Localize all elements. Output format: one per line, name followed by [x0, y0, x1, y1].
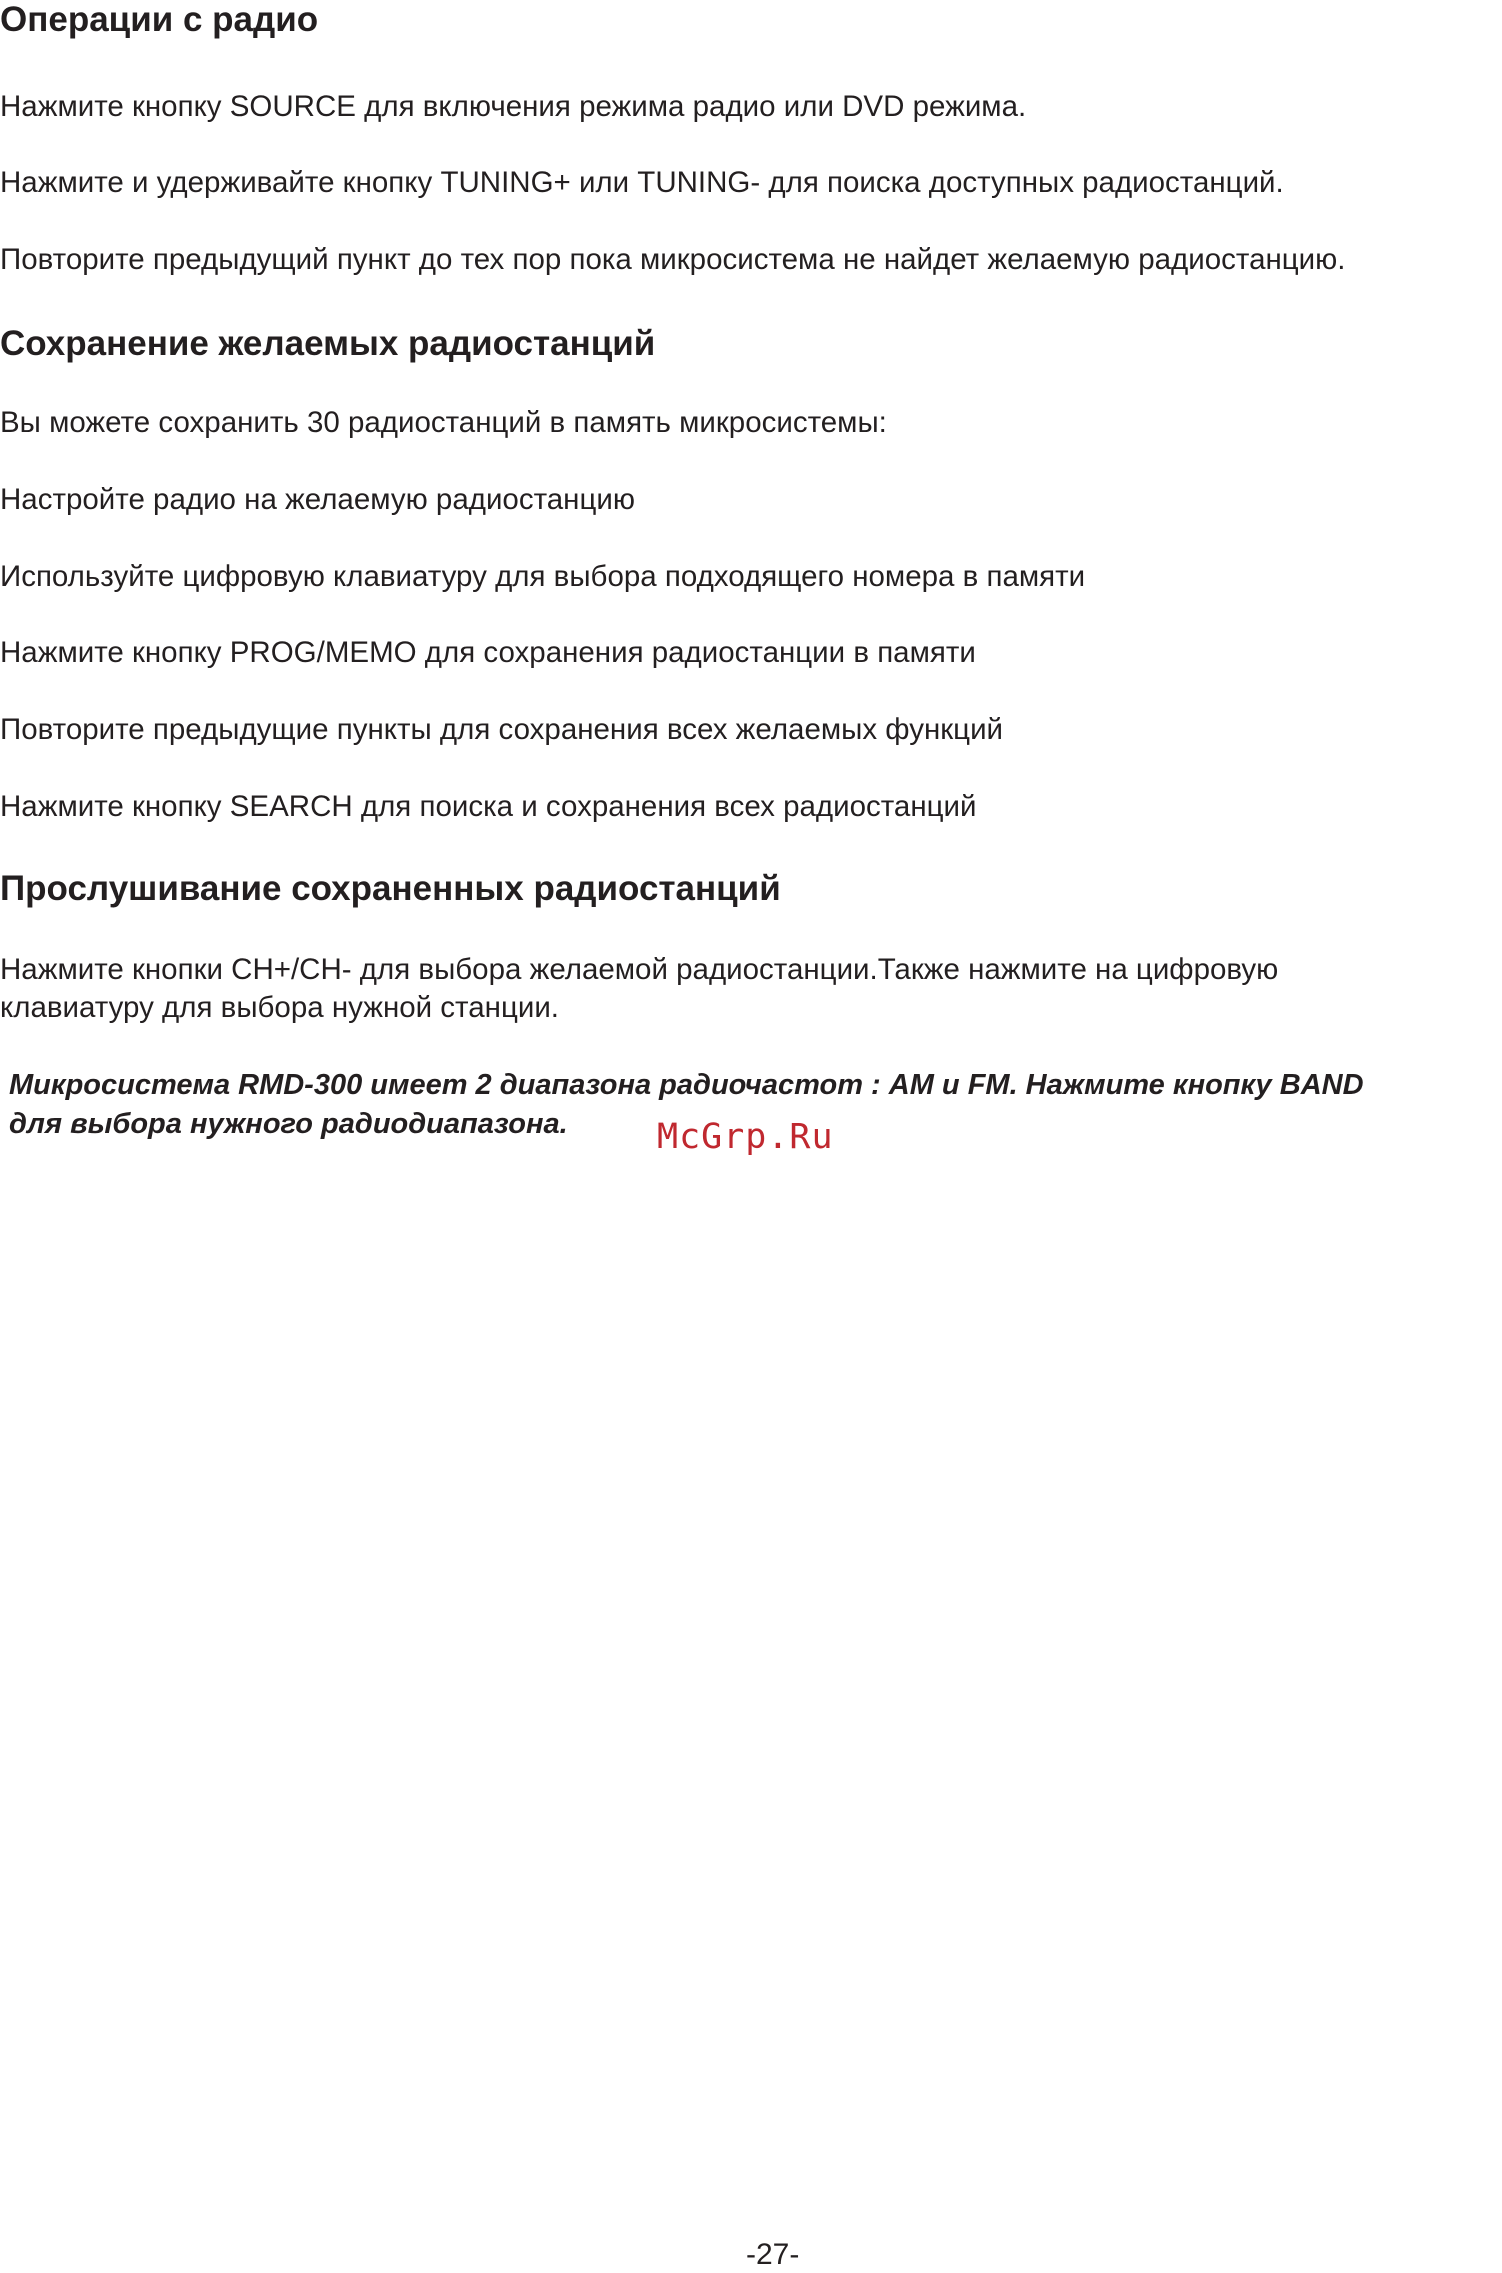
paragraph-search-button: Нажмите кнопку SEARCH для поиска и сохранения всех радиостанций	[0, 790, 977, 823]
page-number: -27-	[746, 2238, 800, 2271]
section-heading-listen-saved: Прослушивание сохраненных радиостанций	[0, 869, 781, 908]
paragraph-tuning-buttons: Нажмите и удерживайте кнопку TUNING+ или TUNING- для поиска доступных радиостанций.	[0, 166, 1284, 199]
paragraph-save-30-stations: Вы можете сохранить 30 радиостанций в память микросистемы:	[0, 406, 887, 439]
paragraph-ch-buttons-line2: клавиатуру для выбора нужной станции.	[0, 991, 559, 1024]
band-note-line2: для выбора нужного радиодиапазона.	[9, 1108, 568, 1140]
paragraph-tune-radio: Настройте радио на желаемую радиостанцию	[0, 483, 635, 516]
section-heading-radio-operations: Операции с радио	[0, 0, 319, 39]
paragraph-prog-memo: Нажмите кнопку PROG/MEMO для сохранения радиостанции в памяти	[0, 636, 976, 669]
section-heading-save-stations: Сохранение желаемых радиостанций	[0, 324, 656, 363]
paragraph-ch-buttons-line1: Нажмите кнопки CH+/CH- для выбора желаемой радиостанции.Также нажмите на цифровую	[0, 953, 1279, 986]
paragraph-repeat-search: Повторите предыдущий пункт до тех пор пока микросистема не найдет желаемую радиостанцию.	[0, 243, 1346, 276]
paragraph-source-button: Нажмите кнопку SOURCE для включения режима радио или DVD режима.	[0, 90, 1027, 123]
paragraph-repeat-steps: Повторите предыдущие пункты для сохранения всех желаемых функций	[0, 713, 1004, 746]
band-note-line1: Микросистема RMD-300 имеет 2 диапазона радиочастот : AM и FM. Нажмите кнопку BAND	[9, 1069, 1364, 1101]
watermark-text: McGrp.Ru	[657, 1117, 834, 1157]
paragraph-numeric-keypad: Используйте цифровую клавиатуру для выбора подходящего номера в памяти	[0, 560, 1086, 593]
